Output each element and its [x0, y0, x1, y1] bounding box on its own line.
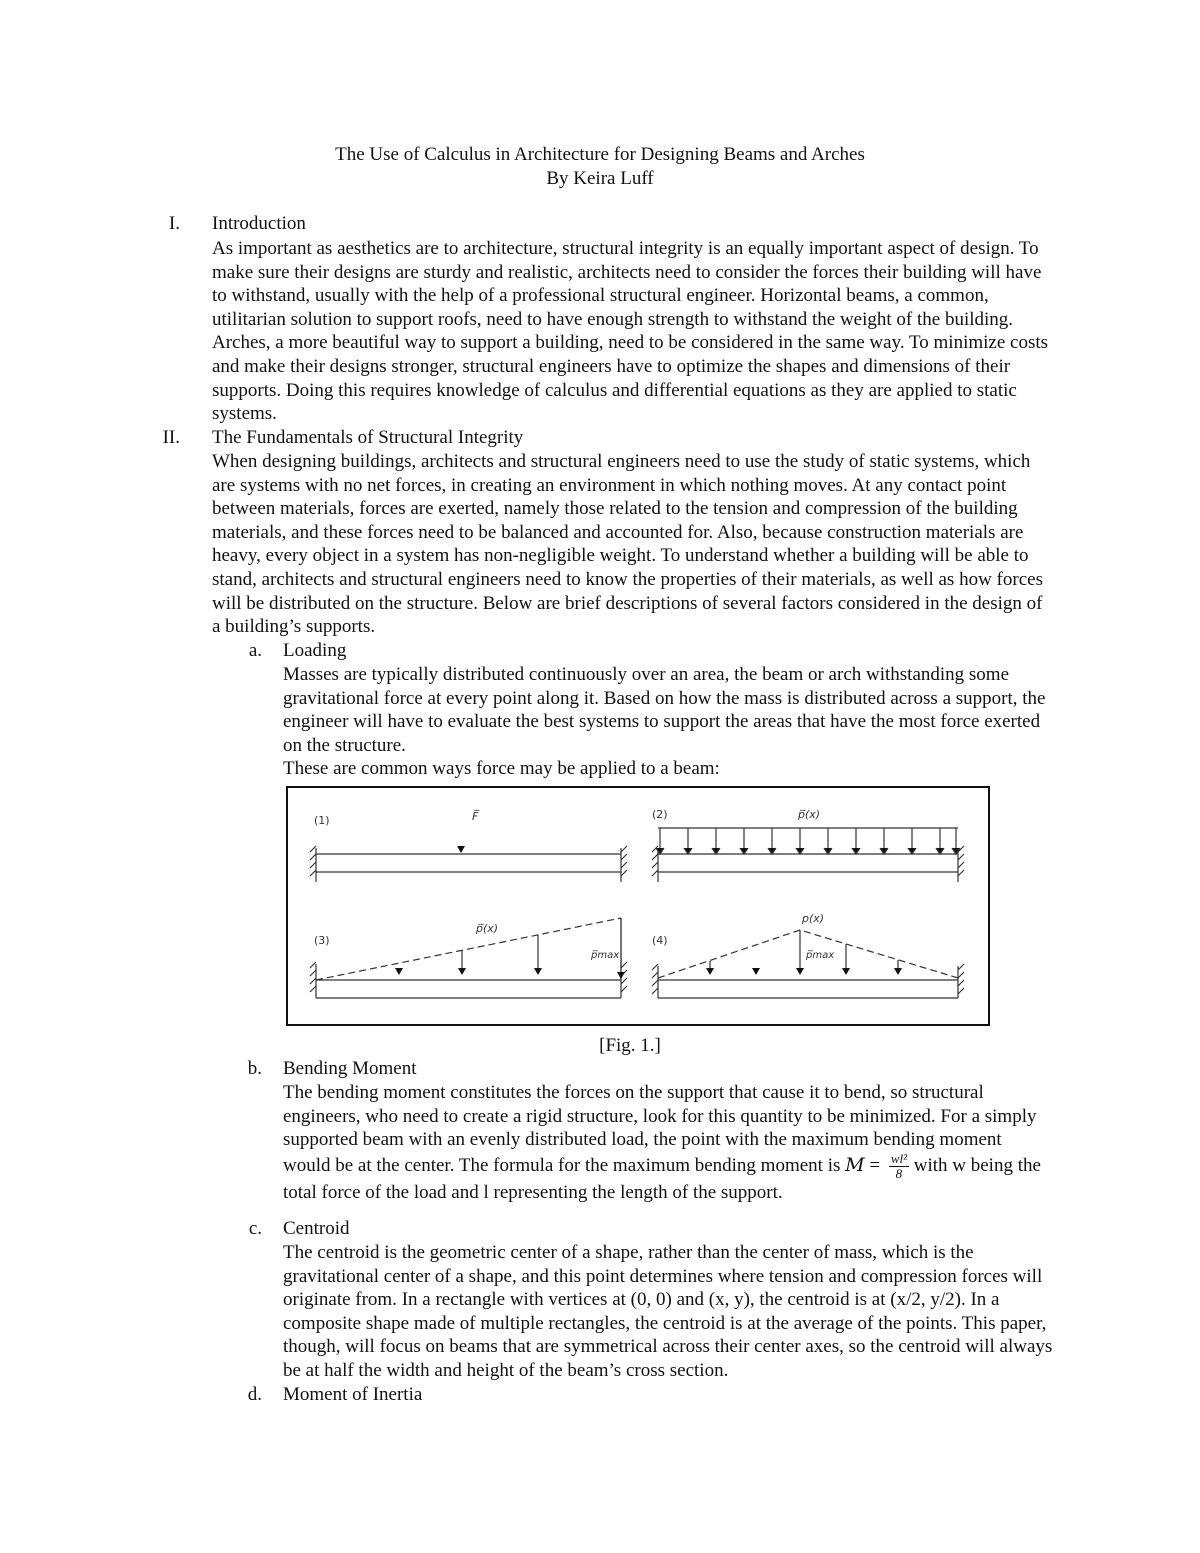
formula-denominator: 8: [895, 1165, 903, 1181]
panel-label: (4): [652, 934, 668, 947]
subsection-letter: a.: [248, 640, 262, 661]
document-title-block: [0, 143, 1200, 191]
load-label: p(x): [802, 912, 825, 925]
subsection-body: The centroid is the geometric center of a shape, rather than the center of mass, which is the gravitational center of a shape, and this point determines where tension and compression forces will originate from. In a rectangle with vertices at (0, 0) and (x, y), the centroid is at (x/2, y/2). In a composite shape made of multiple rectangles, the centroid is at the average of the points. This paper, though, will focus on beams that are symmetrical across their center axes, so the centroid will always be at half the width and height of the beam’s cross section.: [283, 1242, 1053, 1381]
load-label: F̅: [472, 810, 479, 823]
figure-caption: [Fig. 1.]: [599, 1035, 661, 1056]
subsection-letter: c.: [248, 1218, 262, 1239]
panel-label: (1): [314, 814, 330, 827]
subsection-body: Masses are typically distributed continuously over an area, the beam or arch withstanding some gravitational force at every point along it. Based on how the mass is distributed across a support, the engineer will have to evaluate the best systems to support the areas that have the most force exerted on the structure.: [283, 664, 1046, 756]
subsection-body: [283, 1081, 1053, 1204]
figure-frame: [287, 787, 989, 1025]
section-body: As important as aesthetics are to architecture, structural integrity is an equally important aspect of design. To make sure their designs are sturdy and realistic, architects need to consider the forces their building will have to withstand, usually with the help of a professional structural engineer. Horizontal beams, a common, utilitarian solution to support roofs, need to have enough strength to withstand the weight of the building. Arches, a more beautiful way to support a building, need to be considered in the same way. To minimize costs and make their designs stronger, structural engineers have to optimize the shapes and dimensions of their supports. Doing this requires knowledge of calculus and differential equations as they are applied to static systems.: [212, 238, 1049, 425]
formula-numerator: wl²: [890, 1150, 907, 1166]
subsection-heading: Bending Moment: [283, 1058, 417, 1079]
max-load-label: p̅max: [806, 950, 835, 961]
subsection-letter: d.: [247, 1384, 262, 1405]
figure-lead-in: These are common ways force may be applied to a beam:: [283, 758, 720, 779]
max-load-label: p̅max: [591, 950, 620, 961]
document-author: By Keira Luff: [546, 168, 654, 189]
subsection-heading: Moment of Inertia: [283, 1384, 423, 1405]
load-label: p̅(x): [476, 922, 499, 935]
bending-moment-text: The bending moment constitutes the forces on the support that cause it to bend, so structural engineers, who need to create a rigid structure, look for this quantity to be minimized. For a simply supported beam with an evenly distributed load, the point with the maximum bending moment would be at the center. The formula for the maximum bending moment is: [283, 1082, 1037, 1176]
section-body: When designing buildings, architects and structural engineers need to use the study of static systems, which are systems with no net forces, in creating an environment in which nothing moves. At any contact point between materials, forces are exerted, namely those related to the tension and compression of the building materials, and these forces need to be balanced and accounted for. Also, because construction materials are heavy, every object in a system has non-negligible weight. To understand whether a building will be able to stand, architects and structural engineers need to know the properties of their materials, as well as how forces will be distributed on the structure. Below are brief descriptions of several factors considered in the design of a building’s supports.: [212, 451, 1043, 638]
section-heading: Introduction: [212, 213, 306, 234]
section-number: I.: [168, 213, 180, 234]
subsection-heading: Loading: [283, 640, 347, 661]
formula-equals: =: [869, 1154, 881, 1176]
panel-label: (2): [652, 808, 668, 821]
panel-label: (3): [314, 934, 330, 947]
section-heading: The Fundamentals of Structural Integrity: [212, 427, 524, 448]
subsection-letter: b.: [247, 1058, 262, 1079]
formula-fraction: [889, 1152, 909, 1181]
load-label: p̅(x): [798, 808, 821, 821]
subsection-heading: Centroid: [283, 1218, 350, 1239]
bending-moment-tail: with w being the total force of the load and l representing the length of the support.: [283, 1154, 1041, 1203]
document-title: The Use of Calculus in Architecture for Designing Beams and Arches: [335, 144, 865, 165]
section-number: II.: [162, 427, 180, 448]
beam-loading-figure: [286, 786, 990, 1026]
formula-lhs: M: [845, 1153, 865, 1176]
